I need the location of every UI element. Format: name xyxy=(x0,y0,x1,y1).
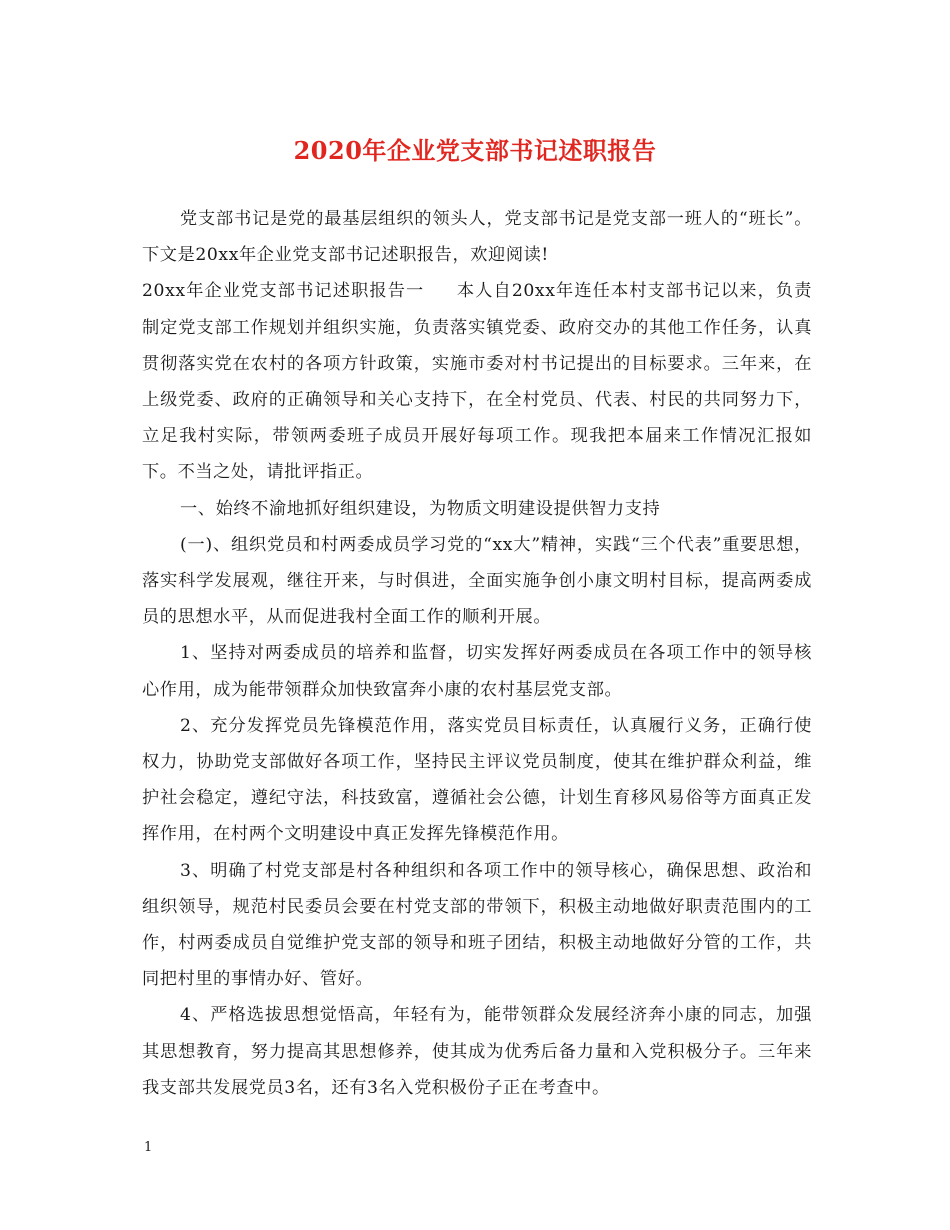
section-opening-text: 本人自20xx年连任本村支部书记以来，负责制定党支部工作规划并组织实施，负责落实镇党委、政府交办的其他工作任务，认真贯彻落实党在农村的各项方针政策，实施市委对村书记提出的目标要求。三年来，在上级党委、政府的正确领导和关心支持下，在全村党员、代表、村民的共同努力下，立足我村实际，带领两委班子成员开展好每项工作。现我把本届来工作情况汇报如下。不当之处，请批评指正。 xyxy=(142,281,812,483)
intro-paragraph: 党支部书记是党的最基层组织的领头人，党支部书记是党支部一班人的“班长”。下文是20xx年企业党支部书记述职报告，欢迎阅读! xyxy=(142,209,812,266)
item-paragraph-3: 3、明确了村党支部是村各种组织和各项工作中的领导核心，确保思想、政治和组织领导，规范村民委员会要在村党支部的带领下，积极主动地做好职责范围内的工作，村两委成员自觉维护党支部的领导和班子团结，积极主动地做好分管的工作，共同把村里的事情办好、管好。 xyxy=(142,860,812,990)
item-paragraph-2: 2、充分发挥党员先锋模范作用，落实党员目标责任，认真履行义务，正确行使权力，协助党支部做好各项工作，坚持民主评议党员制度，使其在维护群众利益，维护社会稳定，遵纪守法，科技致富，遵循社会公德，计划生育移风易俗等方面真正发挥作用，在村两个文明建设中真正发挥先锋模范作用。 xyxy=(142,715,812,845)
page-number: 1 xyxy=(144,1140,153,1155)
item-paragraph-1: 1、坚持对两委成员的培养和监督，切实发挥好两委成员在各项工作中的领导核心作用，成为能带领群众加快致富奔小康的农村基层党支部。 xyxy=(142,643,812,700)
section-heading: 20xx年企业党支部书记述职报告一 xyxy=(142,281,425,302)
subheading-paragraph: (一)、组织党员和村两委成员学习党的“xx大”精神，实践“三个代表”重要思想，落实科学发展观，继往开来，与时俱进，全面实施争创小康文明村目标，提高两委成员的思想水平，从而促进我村全面工作的顺利开展。 xyxy=(142,534,812,628)
document-body xyxy=(142,201,812,1106)
item-paragraph-4: 4、严格选拔思想觉悟高，年轻有为，能带领群众发展经济奔小康的同志，加强其思想教育，努力提高其思想修养，使其成为优秀后备力量和入党积极分子。三年来我支部共发展党员3名，还有3名入党积极份子正在考查中。 xyxy=(142,1005,812,1098)
section-paragraph xyxy=(142,273,812,490)
document-title: 2020年企业党支部书记述职报告 xyxy=(293,136,657,165)
heading-paragraph-1: 一、始终不渝地抓好组织建设，为物质文明建设提供智力支持 xyxy=(180,498,661,519)
